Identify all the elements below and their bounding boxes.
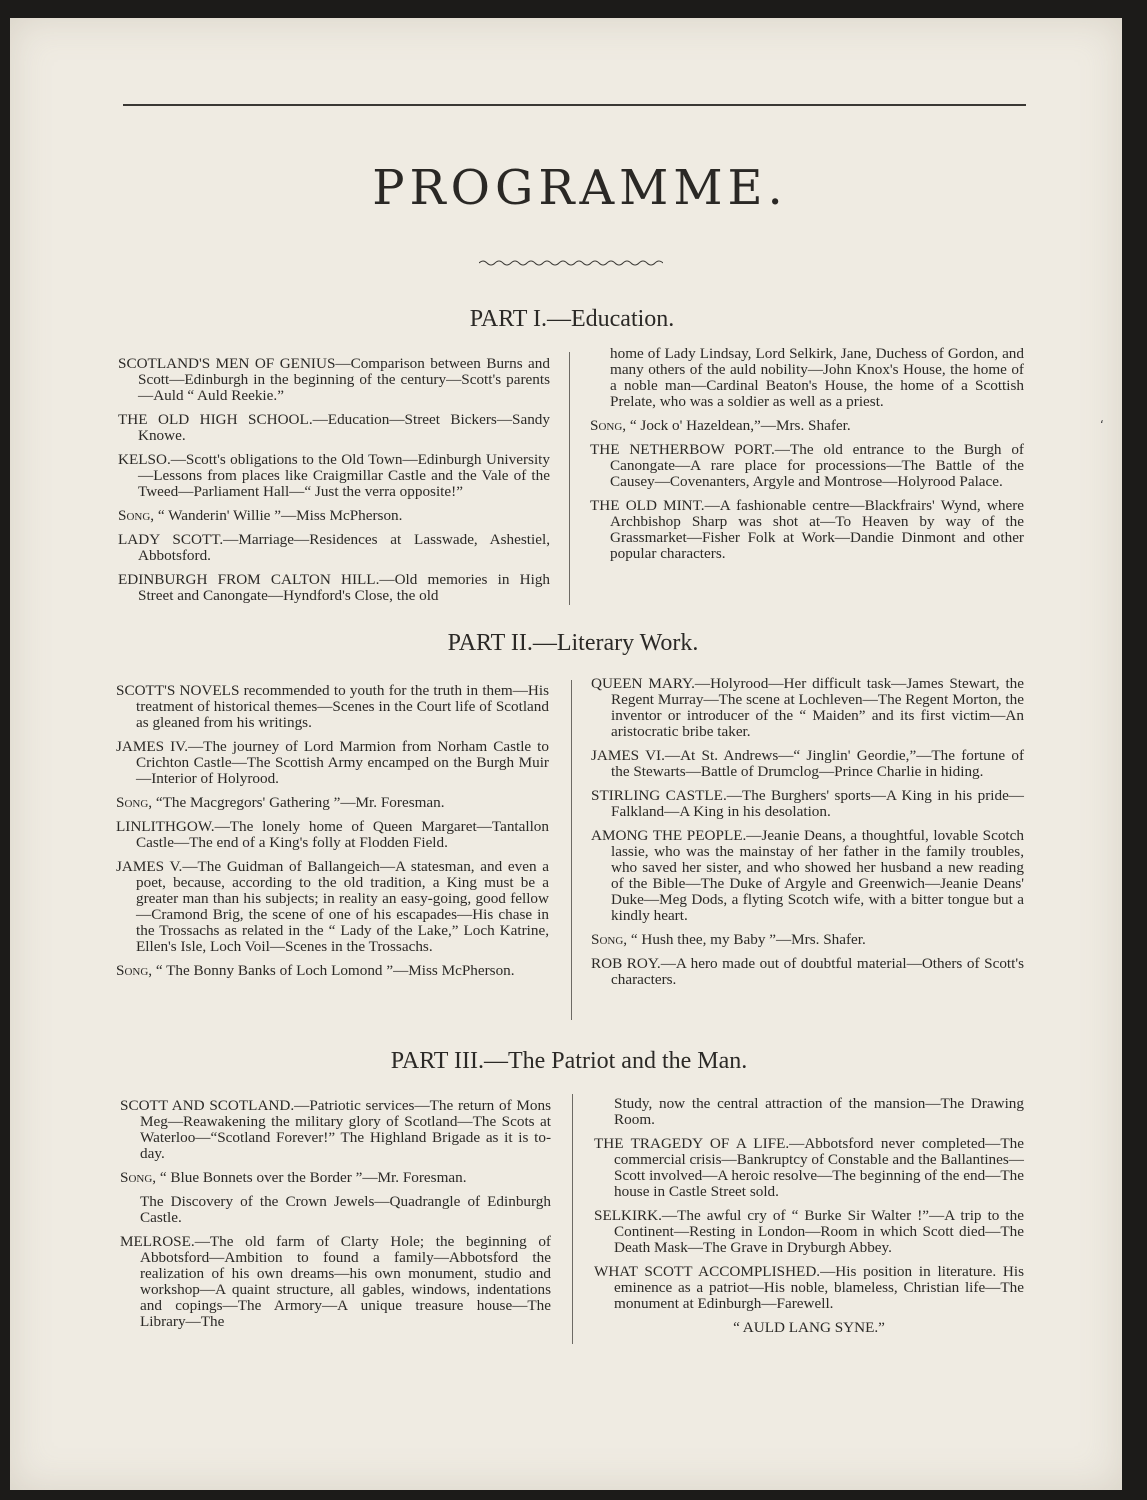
column-divider xyxy=(571,680,572,1020)
programme-entry xyxy=(594,1264,1024,1312)
programme-entry xyxy=(116,859,549,955)
programme-entry xyxy=(594,1136,1024,1200)
song-entry xyxy=(120,1170,551,1186)
song-entry xyxy=(116,963,549,979)
programme-entry xyxy=(591,828,1024,924)
entry-heading: JAMES IV xyxy=(116,738,185,755)
song-label: Song xyxy=(118,507,151,524)
entry-text: , “ The Bonny Banks of Loch Lomond ”—Miss McPherson. xyxy=(148,962,515,979)
entry-heading: KELSO xyxy=(118,451,167,468)
entry-heading: SCOTT AND SCOTLAND xyxy=(120,1097,291,1114)
song-label: Song xyxy=(116,794,149,811)
entry-heading: QUEEN MARY xyxy=(591,675,692,692)
entry-heading: LADY SCOTT xyxy=(118,531,220,548)
programme-entry xyxy=(118,532,550,564)
entry-heading: JAMES V xyxy=(116,858,179,875)
entry-text: .—At St. Andrews—“ Jinglin' Geordie,”—The fortune of the Stewarts—Battle of Drumclog—Prince Charlie in hiding. xyxy=(611,747,1024,780)
entry-heading: THE OLD MINT xyxy=(590,497,701,514)
part-heading: PART III.—The Patriot and the Man. xyxy=(390,1048,748,1074)
entry-text: , “ Wanderin' Willie ”—Miss McPherson. xyxy=(150,507,403,524)
entry-heading: THE TRAGEDY OF A LIFE xyxy=(594,1135,786,1152)
entry-heading: EDINBURGH FROM CALTON HILL xyxy=(118,571,376,588)
entry-text: .—Marriage—Residences at Lasswade, Ashestiel, Abbotsford. xyxy=(138,531,550,564)
entry-text: .—Scott's obligations to the Old Town—Edinburgh University—Lessons from places like Craigmillar Castle and the Vale of the Tweed—Parliament Hall—“ Just the verra opposite!” xyxy=(138,451,550,500)
part-2-left-column xyxy=(116,683,549,987)
song-entry xyxy=(590,418,1024,434)
entry-text: , “ Jock o' Hazeldean,”—Mrs. Shafer. xyxy=(622,417,851,434)
song-entry xyxy=(116,795,549,811)
programme-entry xyxy=(118,412,550,444)
column-divider xyxy=(569,352,570,605)
entry-text: .—The lonely home of Queen Margaret—Tantallon Castle—The end of a King's folly at Flodden Field. xyxy=(136,818,549,851)
margin-mark: ‘ xyxy=(1100,418,1104,432)
programme-entry xyxy=(591,676,1024,740)
entry-text: .—Abbotsford never completed—The commercial crisis—Bankruptcy of Constable and the Ballantines—Scott involved—A heroic resolve—The beginning of the end—The house in Castle Street sold. xyxy=(614,1135,1024,1200)
part-3-right-column xyxy=(594,1096,1024,1344)
part-1-right-column xyxy=(590,346,1024,570)
programme-entry xyxy=(120,1234,551,1330)
entry-text: .—His position in literature. His eminence as a patriot—His noble, blameless, Christian life—The monument at Edinburgh—Farewell. xyxy=(614,1263,1024,1312)
entry-heading: ROB ROY xyxy=(591,955,657,972)
entry-text: .—A hero made out of doubtful material—Others of Scott's characters. xyxy=(611,955,1024,988)
entry-text: , “ Blue Bonnets over the Border ”—Mr. Foresman. xyxy=(152,1169,467,1186)
entry-heading: THE NETHERBOW PORT xyxy=(590,441,771,458)
part-heading: PART I.—Education. xyxy=(469,306,675,332)
entry-text: .—The Guidman of Ballangeich—A statesman, and even a poet, because, according to the old tradition, a King must be a greater man than his subjects; in reality an easy-going, good fellow—Cramond Brig, the scene of one of his escapades—His chase in the Trossachs as related in the “ Lady of the Lake,” Loch Katrine, Ellen's Isle, Loch Voil—Scenes in the Trossachs. xyxy=(136,858,549,955)
programme-entry xyxy=(118,572,550,604)
entry-text: , “The Macgregors' Gathering ”—Mr. Foresman. xyxy=(148,794,445,811)
entry-heading: JAMES VI xyxy=(591,747,662,764)
programme-entry xyxy=(590,442,1024,490)
closing-song: “ AULD LANG SYNE.” xyxy=(733,1319,885,1336)
entry-text: .—A fashionable centre—Blackfrairs' Wynd, where Archbishop Sharp was shot at—To Heaven by way of the Grassmarket—Fisher Folk at Work—Dandie Dinmont and other popular characters. xyxy=(610,497,1024,562)
programme-entry xyxy=(594,1208,1024,1256)
part-3-left-column xyxy=(120,1098,551,1338)
song-label: Song xyxy=(590,417,623,434)
song-entry xyxy=(118,508,550,524)
entry-text: recommended to youth for the truth in them—His treatment of historical themes—Scenes in the Court life of Scotland as gleaned from his writings. xyxy=(136,682,549,731)
entry-heading: LINLITHGOW xyxy=(116,818,211,835)
programme-entry-continuation: home of Lady Lindsay, Lord Selkirk, Jane, Duchess of Gordon, and many others of the auld nobility—John Knox's House, the home of a noble man—Cardinal Beaton's House, the home of a Scottish Prelate, who was a soldier as well as a priest. xyxy=(610,345,1024,410)
entry-text: , “ Hush thee, my Baby ”—Mrs. Shafer. xyxy=(623,931,866,948)
entry-text: .—Old memories in High Street and Canongate—Hyndford's Close, the old xyxy=(138,571,551,604)
part-heading: PART II.—Literary Work. xyxy=(447,630,699,656)
song-label: Song xyxy=(116,962,149,979)
entry-heading: MELROSE xyxy=(120,1233,191,1250)
part-1-left-column xyxy=(118,356,550,612)
programme-entry xyxy=(116,819,549,851)
entry-text: .—Holyrood—Her difficult task—James Stewart, the Regent Murray—The scene at Lochleven—The Regent Morton, the inventor or introducer of the “ Maiden” and its first victim—An aristocratic bribe taker. xyxy=(611,675,1024,740)
entry-text: .—Patriotic services—The return of Mons Meg—Reawakening the military glory of Scotland—The Scots at Waterloo—“Scotland Forever!” The Highland Brigade as it is to-day. xyxy=(140,1097,551,1162)
song-label: Song xyxy=(591,931,624,948)
entry-text: .—The Burghers' sports—A King in his pride—Falkland—A King in his desolation. xyxy=(611,787,1024,820)
entry-text: —Comparison between Burns and Scott—Edinburgh in the beginning of the century—Scott's parents—Auld “ Auld Reekie.” xyxy=(138,355,550,404)
entry-text: .—The journey of Lord Marmion from Norham Castle to Crichton Castle—The Scottish Army encamped on the Burgh Muir—Interior of Holyrood. xyxy=(136,738,549,787)
programme-entry xyxy=(116,739,549,787)
entry-heading: SCOTLAND'S MEN OF GENIUS xyxy=(118,355,336,372)
programme-entry xyxy=(590,498,1024,562)
song-label: Song xyxy=(120,1169,153,1186)
page-title: PROGRAMME. xyxy=(372,160,788,216)
programme-entry-continuation: The Discovery of the Crown Jewels—Quadrangle of Edinburgh Castle. xyxy=(140,1193,551,1226)
programme-entry xyxy=(120,1098,551,1162)
programme-entry xyxy=(591,748,1024,780)
programme-entry xyxy=(118,356,550,404)
programme-entry-continuation: Study, now the central attraction of the mansion—The Drawing Room. xyxy=(614,1095,1024,1128)
column-divider xyxy=(572,1094,573,1344)
programme-entry xyxy=(591,956,1024,988)
part-2-right-column xyxy=(591,676,1024,996)
entry-text: .—The old farm of Clarty Hole; the beginning of Abbotsford—Ambition to found a family—Abbotsford the realization of his own dreams—his own monument, studio and workshop—A quaint structure, all gables, windows, indentations and copings—The Armory—A unique treasure house—The Library—The xyxy=(140,1233,551,1330)
entry-heading: WHAT SCOTT ACCOMPLISHED xyxy=(594,1263,817,1280)
programme-entry xyxy=(118,452,550,500)
entry-heading: THE OLD HIGH SCHOOL xyxy=(118,411,309,428)
entry-heading: SELKIRK xyxy=(594,1207,659,1224)
song-entry xyxy=(591,932,1024,948)
top-rule xyxy=(123,104,1026,106)
entry-heading: SCOTT'S NOVELS xyxy=(116,682,240,699)
entry-text: .—Jeanie Deans, a thoughtful, lovable Scotch lassie, who was the mainstay of her father in the family troubles, who saved her sister, and who showed her husband a new reading of the Bible—The Duke of Argyle and Greenwich—Jeanie Deans' Duke—Meg Dods, a flyting Scotch wife, with a bitter tongue but a kindly heart. xyxy=(611,827,1024,924)
entry-heading: STIRLING CASTLE xyxy=(591,787,723,804)
entry-heading: AMONG THE PEOPLE xyxy=(591,827,743,844)
entry-text: .—The old entrance to the Burgh of Canongate—A rare place for processions—The Battle of the Causey—Covenanters, Argyle and Montrose—Holyrood Palace. xyxy=(610,441,1024,490)
entry-text: .—Education—Street Bickers—Sandy Knowe. xyxy=(138,411,550,444)
ornament-divider xyxy=(479,258,663,268)
entry-text: .—The awful cry of “ Burke Sir Walter !”—A trip to the Continent—Resting in London—Room in which Scott died—The Death Mask—The Grave in Dryburgh Abbey. xyxy=(614,1207,1024,1256)
programme-entry xyxy=(591,788,1024,820)
programme-entry xyxy=(116,683,549,731)
